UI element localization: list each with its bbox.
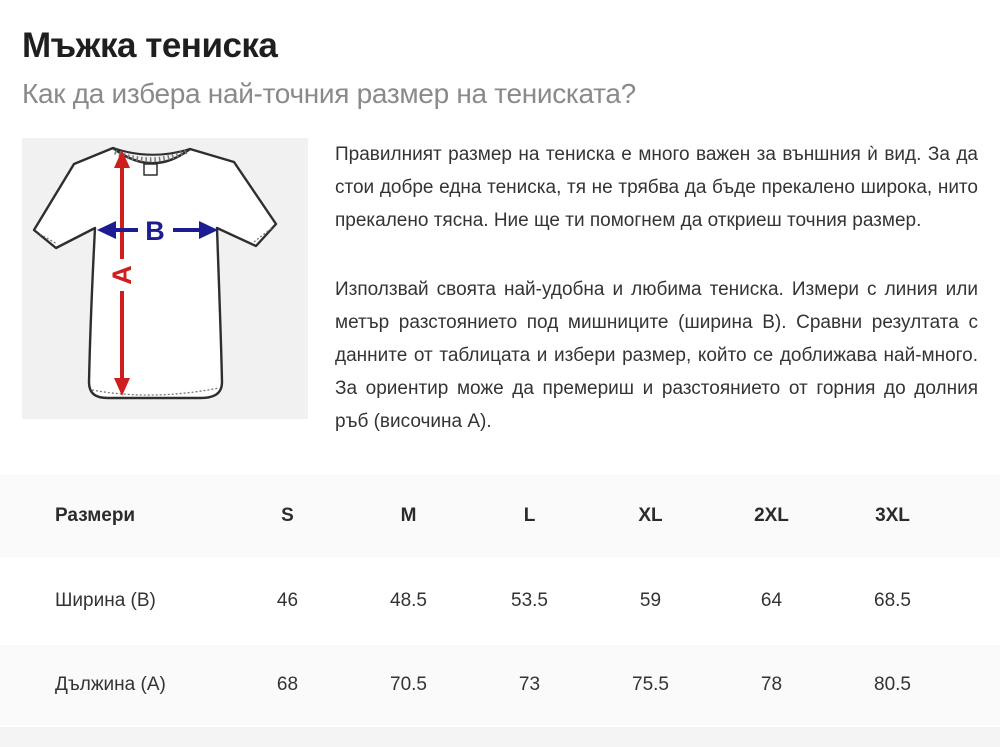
table-row-length — [0, 645, 1000, 725]
tshirt-diagram — [22, 138, 308, 419]
size-table-header-s: S — [281, 505, 294, 527]
width-value-l: 53.5 — [511, 590, 548, 612]
width-value-s: 46 — [276, 590, 299, 612]
intro-paragraph-2: Използвай своята най-удобна и любима тениска. Измери с линия или метър разстоянието под мишниците (ширина B). Сравни резултата с данните от таблицата и избери размер, който се доближава най-много. За ориентир може да премериш и разстоянието от горния до долния ръб (височина A). — [335, 279, 978, 433]
intro-paragraph-1: Правилният размер на тениска е много важен за външния ѝ вид. За да стои добре една тениска, тя не трябва да бъде прекалено широка, нито прекалено тясна. Ние ще ти помогнем да откриеш точния размер. — [335, 144, 978, 232]
header-block — [0, 0, 1000, 110]
size-table — [0, 475, 1000, 725]
width-arrow-label: B — [145, 216, 165, 247]
length-value-3xl: 80.5 — [874, 674, 911, 696]
width-value-3xl: 68.5 — [874, 590, 911, 612]
width-value-2xl: 64 — [760, 590, 783, 612]
length-value-s: 68 — [276, 674, 299, 696]
length-value-m: 70.5 — [390, 674, 427, 696]
size-table-header-sizes: Размери — [55, 505, 136, 527]
row-label-length: Дължина (A) — [55, 674, 166, 696]
size-table-header-row — [0, 475, 1000, 557]
size-table-header-spacer — [953, 475, 1000, 557]
page-subtitle: Как да избера най-точния размер на тениската? — [22, 78, 636, 110]
size-table-header-3xl: 3XL — [875, 505, 910, 527]
length-value-2xl: 78 — [760, 674, 783, 696]
width-value-xl: 59 — [639, 590, 662, 612]
tshirt-diagram-box — [22, 138, 308, 419]
size-table-header-m: M — [400, 505, 417, 527]
size-table-header-xl: XL — [638, 505, 663, 527]
row-spacer — [953, 557, 1000, 645]
intro-text — [335, 138, 978, 471]
size-table-header-2xl: 2XL — [754, 505, 789, 527]
table-row-width — [0, 557, 1000, 645]
footer-band — [0, 727, 1000, 747]
length-value-xl: 75.5 — [632, 674, 669, 696]
content-row — [22, 138, 978, 471]
row-label-width: Ширина (B) — [55, 590, 156, 612]
size-table-header-l: L — [523, 505, 536, 527]
width-value-m: 48.5 — [390, 590, 427, 612]
length-value-l: 73 — [518, 674, 541, 696]
row-spacer — [953, 645, 1000, 725]
tshirt-outline-icon — [34, 148, 276, 398]
length-arrow-label: A — [107, 265, 137, 286]
page-title: Мъжка тениска — [22, 26, 278, 65]
